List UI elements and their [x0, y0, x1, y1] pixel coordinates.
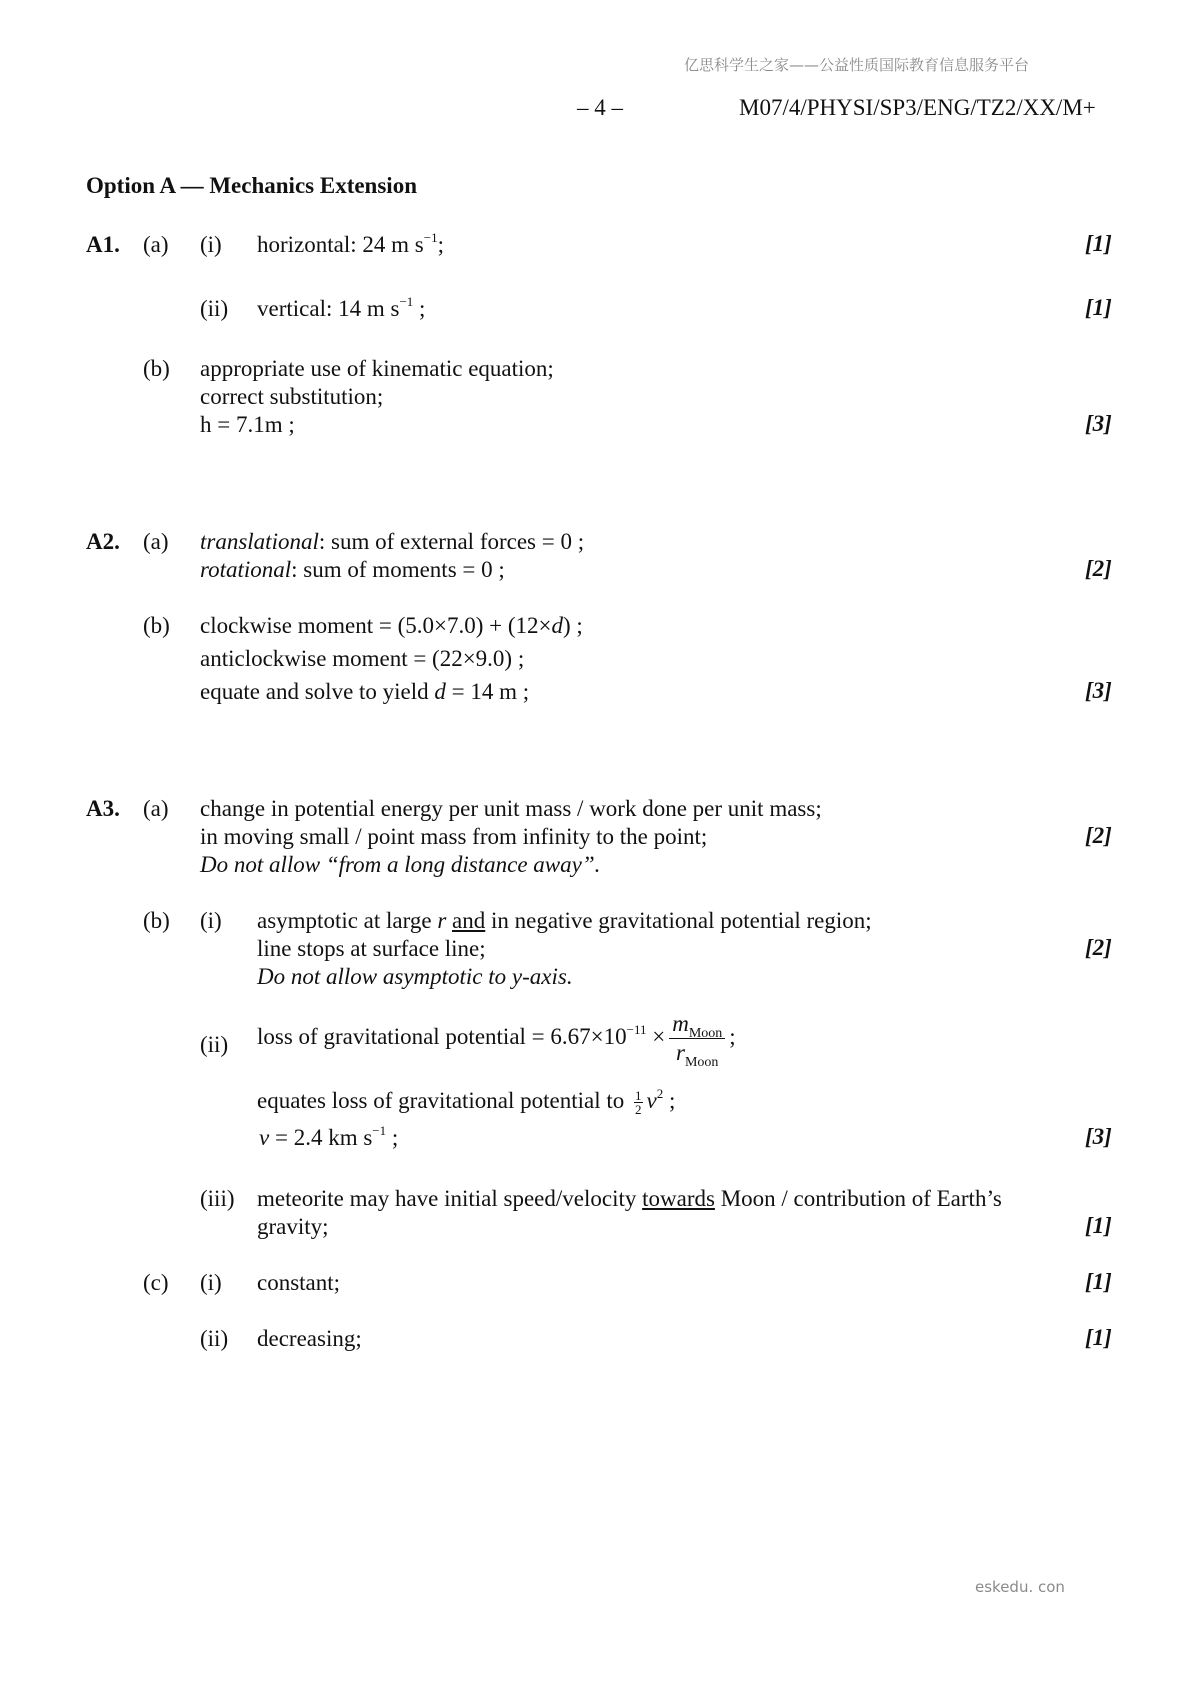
answer-line: meteorite may have initial speed/velocity towards Moon / contribution of Earth’s [257, 1186, 1002, 1211]
subpart-label: (i) [200, 232, 222, 257]
answer-line: equates loss of gravitational potential to $\frac{1}{2}$ $v^2$ ; [257, 1086, 676, 1118]
answer-line: clockwise moment = (5.0×7.0) + (12×d) ; [200, 613, 583, 638]
answer-text: horizontal: 24 m $s^{-1}$; [257, 230, 444, 257]
subpart-label: (ii) [200, 1326, 229, 1351]
mark-allocation: [1] [1085, 1325, 1112, 1350]
mark-allocation: [3] [1085, 1124, 1112, 1149]
question-label: A1. [86, 232, 120, 257]
part-label: (a) [143, 796, 169, 821]
part-label: (a) [143, 232, 169, 257]
mark-allocation: [1] [1085, 231, 1112, 256]
part-label: (b) [143, 613, 170, 638]
watermark-bottom: eskedu. con [975, 1578, 1065, 1596]
answer-line: correct substitution; [200, 384, 384, 409]
mark-allocation: [1] [1085, 1269, 1112, 1294]
answer-line: equate and solve to yield d = 14 m ; [200, 679, 530, 704]
part-label: (b) [143, 356, 170, 381]
mark-allocation: [3] [1085, 411, 1112, 436]
answer-line: constant; [257, 1270, 341, 1295]
marker-note: Do not allow “from a long distance away”. [200, 852, 601, 877]
answer-text: vertical: 14 m $s^{-1}$ ; [257, 294, 426, 321]
answer-line: line stops at surface line; [257, 936, 486, 961]
paper-code: M07/4/PHYSI/SP3/ENG/TZ2/XX/M+ [739, 95, 1096, 120]
question-label: A2. [86, 529, 120, 554]
answer-line: h = 7.1m ; [200, 412, 295, 437]
mark-allocation: [1] [1085, 1213, 1112, 1238]
mark-allocation: [1] [1085, 295, 1112, 320]
fraction: $\frac{m_{Moon}}{r_{Moon}}$ [669, 1010, 725, 1067]
mark-allocation: [2] [1085, 823, 1112, 848]
page-number: – 4 – [577, 95, 623, 120]
subpart-label: (ii) [200, 1032, 229, 1057]
subpart-label: (ii) [200, 296, 229, 321]
answer-line: appropriate use of kinematic equation; [200, 356, 554, 381]
answer-line: change in potential energy per unit mass / work done per unit mass; [200, 796, 822, 821]
part-label: (c) [143, 1270, 169, 1295]
watermark-top: 亿思科学生之家——公益性质国际教育信息服务平台 [684, 56, 1030, 74]
answer-line-formula: loss of gravitational potential = $6.67\times 10^{-11}$ × $\frac{m_{Moon}}{r_{Moon}}$ ; [257, 1011, 736, 1070]
answer-line: rotational: sum of moments = 0 ; [200, 557, 505, 582]
half-fraction: $\frac{1}{2}$ [635, 1088, 642, 1118]
answer-line: in moving small / point mass from infinity to the point; [200, 824, 708, 849]
part-label: (a) [143, 529, 169, 554]
subpart-label: (i) [200, 908, 222, 933]
subpart-label: (iii) [200, 1186, 235, 1211]
answer-line: decreasing; [257, 1326, 362, 1351]
answer-line: v = 2.4 km $s^{-1}$ ; [259, 1123, 399, 1150]
question-label: A3. [86, 796, 120, 821]
marker-note: Do not allow asymptotic to y-axis. [257, 964, 573, 989]
answer-line: anticlockwise moment = (22×9.0) ; [200, 646, 525, 671]
part-label: (b) [143, 908, 170, 933]
section-title: Option A — Mechanics Extension [86, 173, 417, 198]
answer-line: translational: sum of external forces = 0 ; [200, 529, 585, 554]
mark-allocation: [2] [1085, 556, 1112, 581]
mark-allocation: [3] [1085, 678, 1112, 703]
mark-allocation: [2] [1085, 935, 1112, 960]
answer-line: asymptotic at large r and in negative gravitational potential region; [257, 908, 872, 933]
subpart-label: (i) [200, 1270, 222, 1295]
answer-line: gravity; [257, 1214, 329, 1239]
